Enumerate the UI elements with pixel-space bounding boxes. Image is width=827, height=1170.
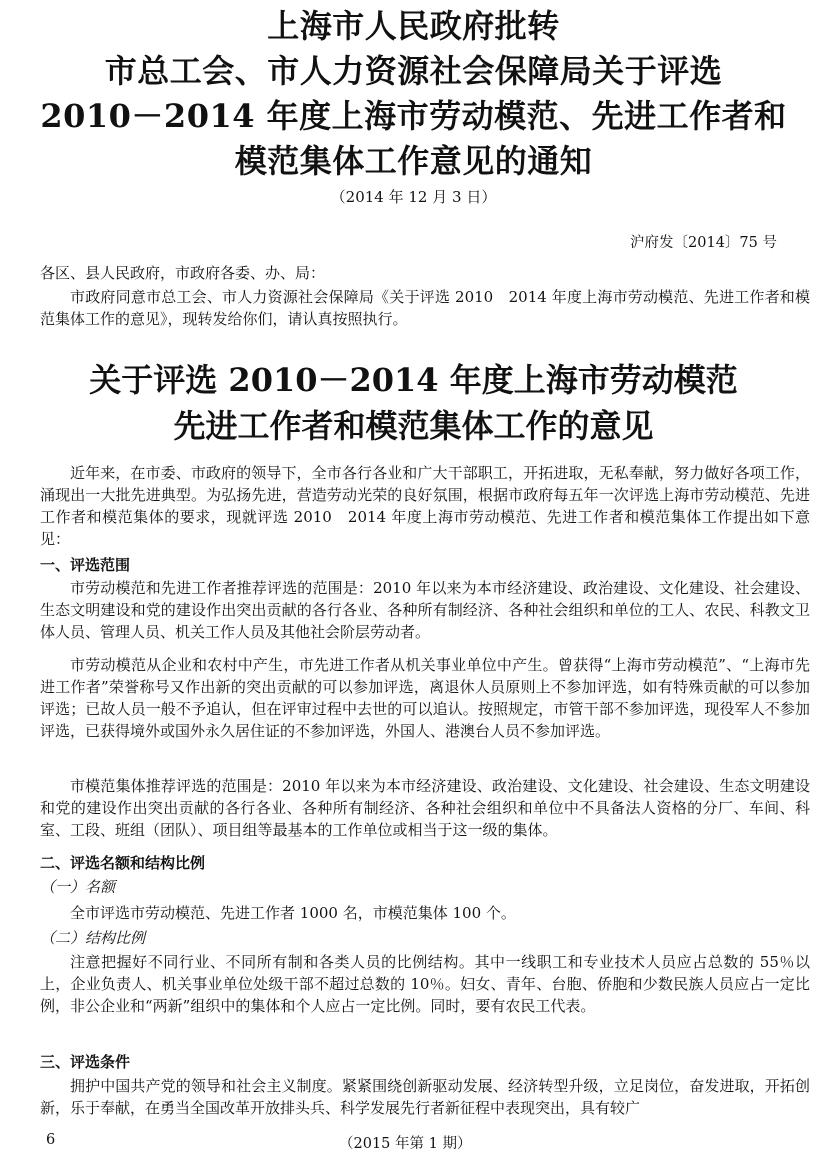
section-2-sub-2: （二）结构比例 — [40, 929, 146, 947]
section-1-paragraph-2: 市劳动模范从企业和农村中产生，市先进工作者从机关事业单位中产生。曾获得“上海市劳动模范”、“上海市先进工作者”荣誉称号又作出新的突出贡献的可以参加评选，离退休人员原则上不参加评选，如有特殊贡献的可以参加评选；已故人员一般不予追认，但在评审过程中去世的可以追认。按照规定，市管干部不参加评选，现役军人不参加评选，已获得境外或国外永久居住证的不参加评选，外国人、港澳台人员不参加评选。 — [40, 656, 810, 740]
notice-body: 市政府同意市总工会、市人力资源社会保障局《关于评选 2010 2014 年度上海市劳动模范、先进工作者和模范集体工作的意见》，现转发给你们，请认真按照执行。 — [40, 288, 810, 328]
notice-title — [20, 4, 807, 208]
opinion-title-line-1: 关于评选 2010－2014 年度上海市劳动模范 — [89, 361, 738, 399]
section-1-paragraph-3: 市模范集体推荐评选的范围是：2010 年以来为本市经济建设、政治建设、文化建设、社会建设、生态文明建设和党的建设作出突出贡献的各行各业、各种所有制经济、各种社会组织和单位中不具备法人资格的分厂、车间、科室、工段、班组（团队）、项目组等最基本的工作单位或相当于这一级的集体。 — [40, 777, 810, 839]
section-2-sub-1: （一）名额 — [40, 878, 116, 896]
section-1-heading: 一、评选范围 — [40, 556, 131, 574]
section-1-paragraph-1: 市劳动模范和先进工作者推荐评选的范围是：2010 年以来为本市经济建设、政治建设、文化建设、社会建设、生态文明建设和党的建设作出突出贡献的各行各业、各种所有制经济、各种社会组织和单位的工人、农民、科教文卫体人员、管理人员、机关工作人员及其他社会阶层劳动者。 — [40, 579, 810, 641]
section-3-text: 拥护中国共产党的领导和社会主义制度。紧紧围绕创新驱动发展、经济转型升级，立足岗位，奋发进取，开拓创新，乐于奉献，在勇当全国改革开放排头兵、科学发展先行者新征程中表现突出，具有较广 — [40, 1077, 810, 1117]
page-number: 6 — [46, 1132, 56, 1148]
issue-label: （2015 年第 1 期） — [339, 1136, 472, 1152]
section-2-sub-2-text: 注意把握好不同行业、不同所有制和各类人员的比例结构。其中一线职工和专业技术人员应占总数的 55％以上，企业负责人、机关事业单位处级干部不超过总数的 10％。妇女、青年、台胞、侨胞和少数民族人员应占一定比例，非公企业和“两新”组织中的集体和个人应占一定比例。同时，要有农民工代表。 — [40, 953, 810, 1015]
addressees: 各区、县人民政府，市政府各委、办、局： — [40, 264, 326, 282]
section-3-heading: 三、评选条件 — [40, 1053, 131, 1071]
section-2-heading: 二、评选名额和结构比例 — [40, 854, 206, 872]
notice-date: （2014 年 12 月 3 日） — [330, 188, 497, 206]
document-number: 沪府发〔2014〕75 号 — [630, 235, 777, 251]
notice-title-line-1: 上海市人民政府批转 — [267, 7, 560, 45]
opinion-title-line-2: 先进工作者和模范集体工作的意见 — [173, 407, 654, 445]
notice-title-line-4: 模范集体工作意见的通知 — [234, 142, 593, 180]
section-2-sub-1-text: 全市评选市劳动模范、先进工作者 1000 名，市模范集体 100 个。 — [70, 904, 516, 922]
notice-title-line-3: 2010－2014 年度上海市劳动模范、先进工作者和 — [40, 97, 787, 135]
notice-title-line-2: 市总工会、市人力资源社会保障局关于评选 — [104, 52, 723, 90]
opinion-intro: 近年来，在市委、市政府的领导下，全市各行各业和广大干部职工，开拓进取，无私奉献，努力做好各项工作，涌现出一大批先进典型。为弘扬先进，营造劳动光荣的良好氛围，根据市政府每五年一次评选上海市劳动模范、先进工作者和模范集体的要求，现就评选 2010 2014 年度上海市劳动模范、先进工作者和模范集体工作提出如下意见： — [40, 464, 810, 548]
